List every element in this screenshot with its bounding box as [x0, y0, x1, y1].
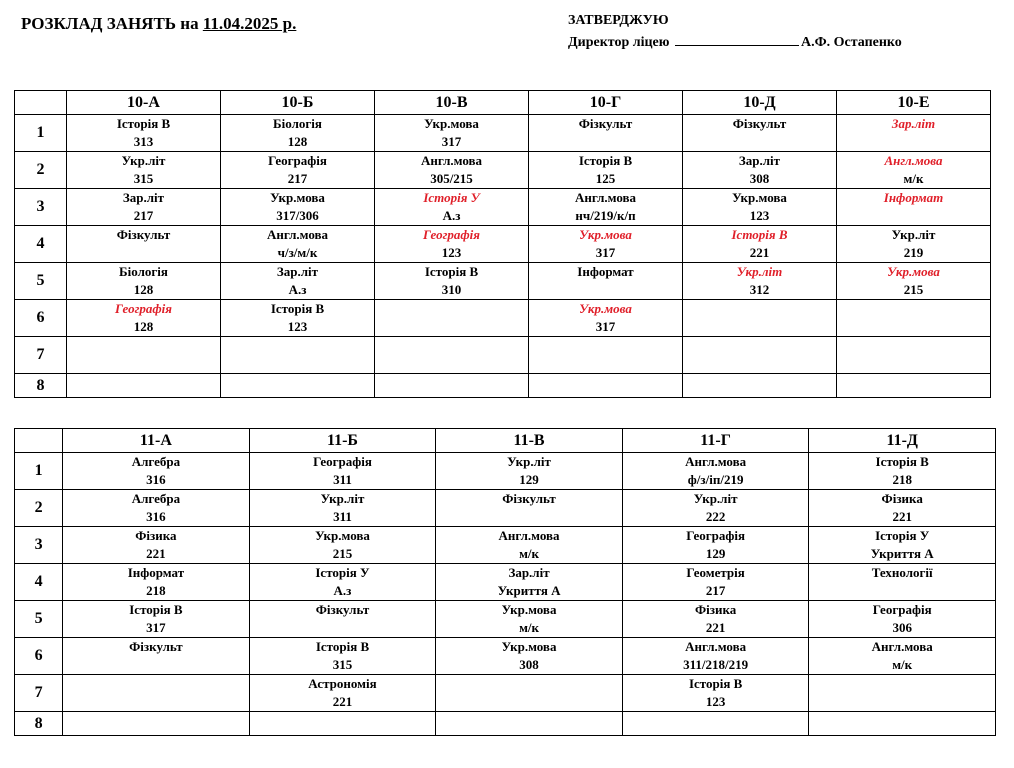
lesson-number: 6 [15, 300, 67, 337]
subject-name: Географія [268, 153, 327, 168]
lesson-cell [67, 226, 221, 263]
room-number: 317 [595, 319, 616, 334]
subject-name: Фізика [881, 491, 923, 506]
room-number: 221 [332, 694, 353, 709]
lesson-number: 7 [15, 675, 63, 712]
class-header: 10-Б [221, 91, 375, 115]
lesson-row [15, 300, 991, 337]
room-number: 218 [892, 472, 912, 487]
room-number: м/к [903, 171, 924, 186]
subject-name: Історія У [315, 565, 370, 580]
room-number: 308 [749, 171, 770, 186]
lesson-cell [837, 226, 991, 263]
subject-name: Зар.літ [891, 116, 936, 131]
room-number: 123 [287, 319, 308, 334]
lesson-cell [529, 263, 683, 300]
lesson-cell [67, 115, 221, 152]
subject-name: Геометрія [686, 565, 745, 580]
lesson-number: 3 [15, 189, 67, 226]
lesson-row [15, 226, 991, 263]
room-number: 306 [892, 620, 912, 635]
lesson-number: 3 [15, 527, 63, 564]
class-header: 10-Д [683, 91, 837, 115]
class-header: 11-Д [809, 429, 996, 453]
subject-name: Історія В [424, 264, 479, 279]
lesson-row [15, 152, 991, 189]
lesson-cell [436, 564, 623, 601]
subject-name: Англ.мова [871, 639, 933, 654]
lesson-cell [221, 152, 375, 189]
lesson-cell [67, 189, 221, 226]
lesson-cell [683, 226, 837, 263]
room-number: 217 [287, 171, 308, 186]
room-number: 311 [333, 472, 352, 487]
subject-name: Укр.мова [732, 190, 787, 205]
lesson-cell [249, 712, 436, 736]
approve-label: ЗАТВЕРДЖУЮ [568, 13, 669, 28]
lesson-number: 8 [15, 712, 63, 736]
corner-cell [15, 429, 63, 453]
lesson-cell [221, 300, 375, 337]
subject-name: Фізкульт [129, 639, 183, 654]
room-number: 217 [705, 583, 726, 598]
room-number: 317 [595, 245, 616, 260]
lesson-cell [683, 300, 837, 337]
director-line [568, 32, 902, 54]
lesson-cell [809, 490, 996, 527]
lesson-cell [249, 564, 436, 601]
room-number: 311 [333, 509, 352, 524]
lesson-cell [809, 453, 996, 490]
class-header: 10-А [67, 91, 221, 115]
subject-name: Історія У [423, 190, 480, 205]
lesson-cell [375, 189, 529, 226]
room-number: Укриття А [497, 583, 561, 598]
room-number: 315 [133, 171, 154, 186]
director-name: А.Ф. Остапенко [800, 35, 902, 50]
subject-name: Історія В [875, 454, 929, 469]
lesson-cell [221, 337, 375, 374]
subject-name: Англ.мова [266, 227, 329, 242]
subject-name: Укр.мова [270, 190, 325, 205]
lesson-number: 2 [15, 490, 63, 527]
class-header: 11-Г [622, 429, 809, 453]
lesson-cell [837, 189, 991, 226]
lesson-cell [436, 675, 623, 712]
class-header: 10-В [375, 91, 529, 115]
room-number: 308 [519, 657, 539, 672]
lesson-cell [529, 226, 683, 263]
lesson-cell [622, 453, 809, 490]
room-number: 221 [892, 509, 912, 524]
subject-name: Історія В [731, 227, 788, 242]
subject-name: Фізкульт [315, 602, 370, 617]
subject-name: Англ.мова [574, 190, 637, 205]
lesson-cell [809, 638, 996, 675]
subject-name: Укр.літ [121, 153, 166, 168]
room-number: ф/з/іп/219 [687, 472, 744, 487]
lesson-cell [683, 152, 837, 189]
lesson-cell [809, 527, 996, 564]
lesson-cell [221, 226, 375, 263]
room-number: 123 [749, 208, 770, 223]
lesson-cell [622, 638, 809, 675]
lesson-cell [436, 490, 623, 527]
subject-name: Історія В [116, 116, 171, 131]
class-header: 10-Е [837, 91, 991, 115]
lesson-cell [63, 490, 250, 527]
subject-name: Історія В [129, 602, 183, 617]
subject-name: Інформат [883, 190, 944, 205]
lesson-cell [375, 152, 529, 189]
lesson-cell [683, 263, 837, 300]
subject-name: Укр.літ [320, 491, 365, 506]
lesson-cell [622, 527, 809, 564]
room-number: 313 [133, 134, 154, 149]
subject-name: Укр.мова [501, 639, 557, 654]
lesson-cell [67, 300, 221, 337]
class-header: 11-А [63, 429, 250, 453]
room-number: 316 [146, 509, 166, 524]
lesson-row [15, 374, 991, 398]
lesson-cell [837, 263, 991, 300]
subject-name: Укр.літ [736, 264, 783, 279]
subject-name: Укр.літ [891, 227, 936, 242]
lesson-cell [221, 189, 375, 226]
lesson-row [15, 337, 991, 374]
class-header: 10-Г [529, 91, 683, 115]
room-number: 128 [133, 319, 154, 334]
subject-name: Історія В [315, 639, 370, 654]
lesson-number: 8 [15, 374, 67, 398]
lesson-cell [63, 712, 250, 736]
lesson-cell [809, 564, 996, 601]
subject-name: Історія В [578, 153, 633, 168]
lesson-cell [529, 189, 683, 226]
lesson-row [15, 601, 996, 638]
lesson-cell [837, 337, 991, 374]
lesson-cell [67, 374, 221, 398]
lesson-cell [249, 453, 436, 490]
room-number: м/к [519, 620, 540, 635]
signature-line [675, 33, 799, 46]
lesson-number: 4 [15, 226, 67, 263]
lesson-cell [249, 527, 436, 564]
room-number: м/к [892, 657, 913, 672]
lesson-row [15, 115, 991, 152]
room-number: 128 [133, 282, 154, 297]
room-number: 123 [705, 694, 726, 709]
room-number: 128 [287, 134, 308, 149]
subject-name: Англ.мова [685, 454, 747, 469]
lesson-cell [809, 675, 996, 712]
subject-name: Укр.мова [579, 227, 632, 242]
subject-name: Історія У [875, 528, 930, 543]
lesson-number: 2 [15, 152, 67, 189]
lesson-cell [63, 527, 250, 564]
lesson-cell [622, 601, 809, 638]
room-number: 217 [133, 208, 154, 223]
lesson-number: 5 [15, 601, 63, 638]
subject-name: Англ.мова [420, 153, 483, 168]
subject-name: Історія В [270, 301, 325, 316]
subject-name: Англ.мова [884, 153, 943, 168]
lesson-cell [837, 152, 991, 189]
lesson-number: 6 [15, 638, 63, 675]
corner-cell [15, 91, 67, 115]
room-number: 311/218/219 [683, 657, 749, 672]
lesson-cell [529, 374, 683, 398]
room-number: 218 [146, 583, 166, 598]
lesson-row [15, 189, 991, 226]
room-number: ч/з/м/к [277, 245, 318, 260]
subject-name: Географія [872, 602, 932, 617]
lesson-cell [837, 300, 991, 337]
subject-name: Фізика [694, 602, 737, 617]
subject-name: Історія В [688, 676, 743, 691]
lesson-cell [63, 564, 250, 601]
lesson-cell [375, 300, 529, 337]
lesson-cell [249, 675, 436, 712]
room-number: 215 [332, 546, 353, 561]
lesson-cell [63, 638, 250, 675]
schedule-title [21, 14, 296, 34]
subject-name: Англ.мова [498, 528, 560, 543]
lesson-cell [683, 189, 837, 226]
room-number: 125 [595, 171, 616, 186]
lesson-cell [67, 263, 221, 300]
lesson-cell [63, 601, 250, 638]
subject-name: Географія [423, 227, 480, 242]
room-number: 315 [332, 657, 353, 672]
lesson-cell [67, 152, 221, 189]
lesson-row [15, 675, 996, 712]
room-number: 316 [146, 472, 166, 487]
room-number: 129 [519, 472, 539, 487]
subject-name: Укр.літ [507, 454, 551, 469]
schedule-date: 11.04.2025 р. [202, 14, 297, 33]
subject-name: Біологія [273, 116, 322, 131]
subject-name: Фізика [135, 528, 177, 543]
lesson-cell [249, 490, 436, 527]
lesson-cell [375, 337, 529, 374]
lesson-cell [436, 601, 623, 638]
lesson-cell [529, 337, 683, 374]
subject-name: Географія [313, 454, 372, 469]
subject-name: Географія [115, 301, 172, 316]
lesson-cell [622, 675, 809, 712]
subject-name: Зар.літ [122, 190, 165, 205]
subject-name: Інформат [577, 264, 634, 279]
subject-name: Англ.мова [685, 639, 747, 654]
subject-name: Укр.мова [501, 602, 557, 617]
room-number: 221 [749, 245, 770, 260]
subject-name: Географія [686, 528, 746, 543]
room-number: 215 [903, 282, 924, 297]
lesson-cell [221, 263, 375, 300]
room-number: 310 [441, 282, 462, 297]
subject-name: Зар.літ [276, 264, 319, 279]
lesson-cell [375, 263, 529, 300]
lesson-cell [683, 115, 837, 152]
subject-name: Фізкульт [116, 227, 171, 242]
lesson-row [15, 263, 991, 300]
subject-name: Фізкульт [732, 116, 787, 131]
room-number: 222 [705, 509, 726, 524]
lesson-cell [622, 490, 809, 527]
lesson-cell [436, 453, 623, 490]
lesson-number: 7 [15, 337, 67, 374]
lesson-cell [63, 453, 250, 490]
lesson-cell [63, 675, 250, 712]
subject-name: Фізкульт [502, 491, 556, 506]
lesson-cell [837, 115, 991, 152]
room-number: А.з [333, 583, 352, 598]
room-number: А.з [442, 208, 461, 223]
lesson-cell [67, 337, 221, 374]
subject-name: Біологія [119, 264, 168, 279]
subject-name: Технології [871, 565, 933, 580]
lesson-row [15, 527, 996, 564]
lesson-cell [837, 374, 991, 398]
lesson-cell [622, 712, 809, 736]
lesson-cell [809, 712, 996, 736]
lesson-cell [683, 374, 837, 398]
lesson-cell [375, 374, 529, 398]
subject-name: Укр.мова [579, 301, 632, 316]
lesson-cell [221, 374, 375, 398]
subject-name: Астрономія [308, 676, 377, 691]
lesson-cell [375, 115, 529, 152]
subject-name: Укр.мова [424, 116, 479, 131]
room-number: 221 [146, 546, 166, 561]
room-number: Укриття А [870, 546, 934, 561]
lesson-cell [249, 601, 436, 638]
lesson-row [15, 712, 996, 736]
subject-name: Фізкульт [578, 116, 633, 131]
lesson-number: 4 [15, 564, 63, 601]
title-prefix: РОЗКЛАД ЗАНЯТЬ на [21, 14, 203, 33]
room-number: 317 [146, 620, 166, 635]
lesson-cell [436, 712, 623, 736]
subject-name: Укр.літ [693, 491, 738, 506]
approval-block [568, 10, 902, 54]
lesson-cell [683, 337, 837, 374]
lesson-number: 5 [15, 263, 67, 300]
lesson-cell [529, 152, 683, 189]
room-number: 123 [441, 245, 462, 260]
lesson-cell [529, 115, 683, 152]
room-number: 317/306 [276, 208, 319, 223]
lesson-cell [249, 638, 436, 675]
room-number: 221 [705, 620, 726, 635]
subject-name: Інформат [127, 565, 185, 580]
lesson-row [15, 490, 996, 527]
class-header: 11-В [436, 429, 623, 453]
lesson-cell [622, 564, 809, 601]
room-number: м/к [519, 546, 540, 561]
subject-name: Укр.мова [887, 264, 940, 279]
room-number: 219 [903, 245, 924, 260]
lesson-row [15, 453, 996, 490]
lesson-row [15, 638, 996, 675]
room-number: 129 [705, 546, 726, 561]
subject-name: Укр.мова [315, 528, 370, 543]
room-number: А.з [288, 282, 307, 297]
lesson-cell [436, 527, 623, 564]
lesson-cell [221, 115, 375, 152]
class-header: 11-Б [249, 429, 436, 453]
subject-name: Зар.літ [738, 153, 781, 168]
schedule-table-11 [14, 428, 996, 736]
room-number: 317 [441, 134, 462, 149]
lesson-cell [529, 300, 683, 337]
lesson-cell [809, 601, 996, 638]
lesson-cell [375, 226, 529, 263]
room-number: 305/215 [430, 171, 473, 186]
subject-name: Алгебра [131, 454, 181, 469]
subject-name: Алгебра [131, 491, 181, 506]
room-number: 312 [749, 282, 770, 297]
lesson-cell [436, 638, 623, 675]
lesson-row [15, 564, 996, 601]
lesson-number: 1 [15, 115, 67, 152]
lesson-number: 1 [15, 453, 63, 490]
room-number: нч/219/к/п [575, 208, 636, 223]
schedule-table-10 [14, 90, 991, 398]
subject-name: Зар.літ [508, 565, 550, 580]
director-label: Директор ліцею [568, 35, 670, 50]
